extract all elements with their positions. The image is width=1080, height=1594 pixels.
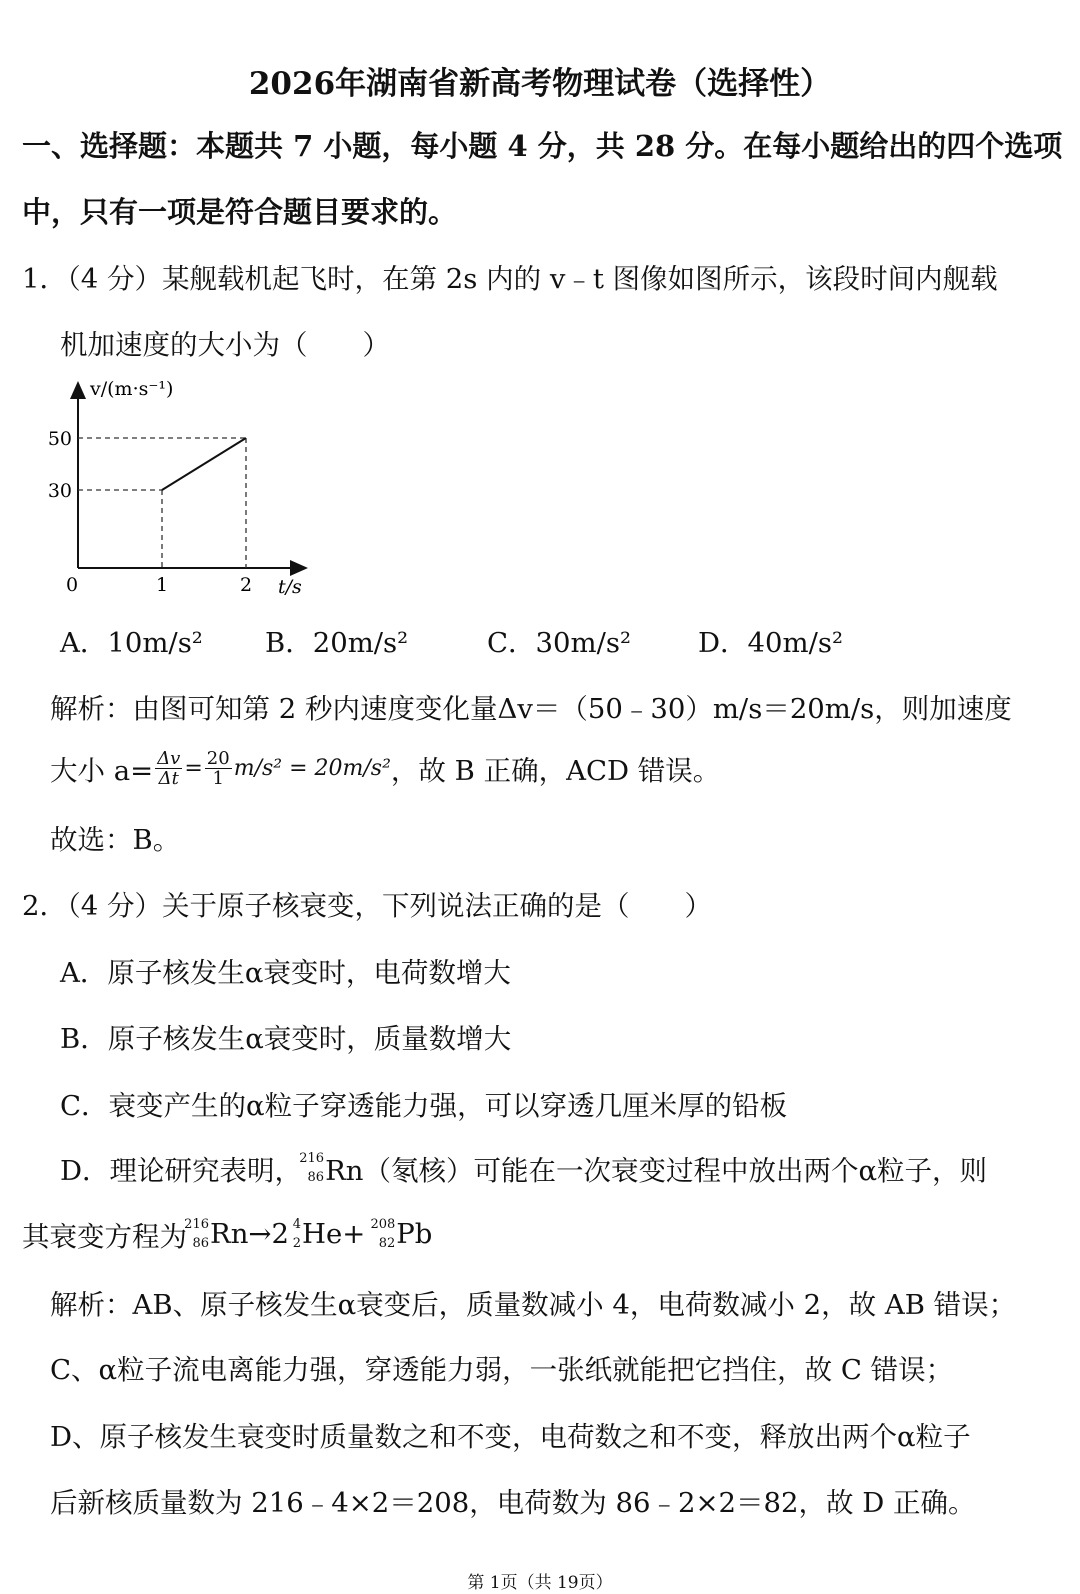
q2-option-c: C．衰变产生的α粒子穿透能力强，可以穿透几厘米厚的铅板 bbox=[60, 1090, 788, 1122]
x-tick-label-2: 2 bbox=[239, 574, 253, 596]
section-heading-line1: 一、选择题：本题共 7 小题，每小题 4 分，共 28 分。在每小题给出的四个选项 bbox=[22, 129, 1063, 163]
q1-option-a: A．10m/s² bbox=[60, 627, 203, 659]
q1-analysis-line2 bbox=[50, 746, 720, 790]
he-atomic-number: 2 bbox=[292, 1236, 301, 1251]
y-tick-label-50: 50 bbox=[47, 428, 72, 450]
q2-analysis-line2: C、α粒子流电离能力强，穿透能力弱，一张纸就能把它挡住，故 C 错误； bbox=[50, 1354, 954, 1386]
rn-atomic-number-2: 86 bbox=[192, 1236, 209, 1251]
q1-option-c: C．30m/s² bbox=[487, 627, 632, 659]
analysis-prefix: 大小 a= bbox=[50, 755, 154, 787]
fraction-denominator-1: 1 bbox=[212, 767, 224, 789]
rn-nuclide-index-2 bbox=[184, 1217, 209, 1251]
arrow-coefficient: →2 bbox=[248, 1218, 289, 1250]
q1-answer: 故选：B。 bbox=[50, 824, 181, 856]
q1-stem-line2: 机加速度的大小为（ ） bbox=[60, 329, 390, 361]
he-nuclide-index bbox=[289, 1217, 301, 1251]
x-axis-label: t/s bbox=[278, 576, 302, 598]
fraction-20-1 bbox=[205, 749, 232, 788]
he-mass-number: 4 bbox=[292, 1217, 301, 1232]
q2-analysis-line4: 后新核质量数为 216﹣4×2＝208，电荷数为 86﹣2×2＝82，故 D 正确。 bbox=[50, 1487, 976, 1519]
q1-analysis-line1: 解析：由图可知第 2 秒内速度变化量Δv＝（50﹣30）m/s＝20m/s，则加速度 bbox=[50, 693, 1012, 725]
rn-atomic-number: 86 bbox=[307, 1170, 325, 1185]
pb-mass-number: 208 bbox=[370, 1217, 396, 1232]
vt-graph bbox=[30, 375, 330, 605]
equation-prefix: 其衰变方程为 bbox=[22, 1221, 187, 1253]
rn-mass-number-2: 216 bbox=[184, 1217, 209, 1232]
option-d-text: Rn（氡核）可能在一次衰变过程中放出两个α粒子，则 bbox=[325, 1155, 988, 1187]
fraction-dv-dt bbox=[155, 749, 182, 788]
velocity-line bbox=[162, 438, 246, 490]
page-footer: 第 1页（共 19页） bbox=[467, 1573, 613, 1593]
analysis-suffix: ，故 B 正确，ACD 错误。 bbox=[390, 755, 721, 787]
he-symbol: He+ bbox=[301, 1218, 366, 1250]
fraction-numerator-20: 20 bbox=[206, 747, 230, 769]
analysis-unit: m/s² = 20m/s² bbox=[233, 755, 391, 781]
rn-mass-number: 216 bbox=[299, 1151, 325, 1166]
fraction-numerator: Δv bbox=[157, 747, 181, 769]
q2-analysis-line1: 解析：AB、原子核发生α衰变后，质量数减小 4，电荷数减小 2，故 AB 错误； bbox=[50, 1289, 1017, 1321]
x-tick-label-1: 1 bbox=[155, 574, 169, 596]
q2-option-b: B．原子核发生α衰变时，质量数增大 bbox=[60, 1023, 512, 1055]
q1-stem-line1: 1．（4 分）某舰载机起飞时，在第 2s 内的 v﹣t 图像如图所示，该段时间内舰载 bbox=[22, 263, 998, 295]
q1-option-d: D．40m/s² bbox=[698, 627, 844, 659]
q2-option-a: A．原子核发生α衰变时，电荷数增大 bbox=[60, 957, 511, 989]
rn-nuclide-index bbox=[299, 1151, 325, 1185]
pb-atomic-number: 82 bbox=[378, 1236, 396, 1251]
q2-option-d-line2 bbox=[22, 1212, 432, 1256]
y-tick-label-30: 30 bbox=[47, 480, 72, 502]
q2-stem: 2．（4 分）关于原子核衰变，下列说法正确的是（ ） bbox=[22, 890, 712, 922]
q2-analysis-line3: D、原子核发生衰变时质量数之和不变，电荷数之和不变，释放出两个α粒子 bbox=[50, 1421, 971, 1453]
y-axis-label: v/(m·s⁻¹) bbox=[90, 378, 174, 400]
pb-symbol: Pb bbox=[396, 1218, 433, 1250]
option-d-prefix: D．理论研究表明， bbox=[60, 1155, 303, 1187]
equals-sign: = bbox=[184, 755, 203, 781]
fraction-denominator: Δt bbox=[158, 767, 179, 789]
pb-nuclide-index bbox=[370, 1217, 396, 1251]
section-heading-line2: 中，只有一项是符合题目要求的。 bbox=[22, 195, 458, 229]
page-title: 2026年湖南省新高考物理试卷（选择性） bbox=[248, 66, 832, 102]
q1-option-b: B．20m/s² bbox=[265, 627, 409, 659]
origin-label: 0 bbox=[66, 574, 79, 596]
q2-option-d-line1 bbox=[60, 1146, 987, 1190]
rn-symbol: Rn bbox=[210, 1218, 249, 1250]
